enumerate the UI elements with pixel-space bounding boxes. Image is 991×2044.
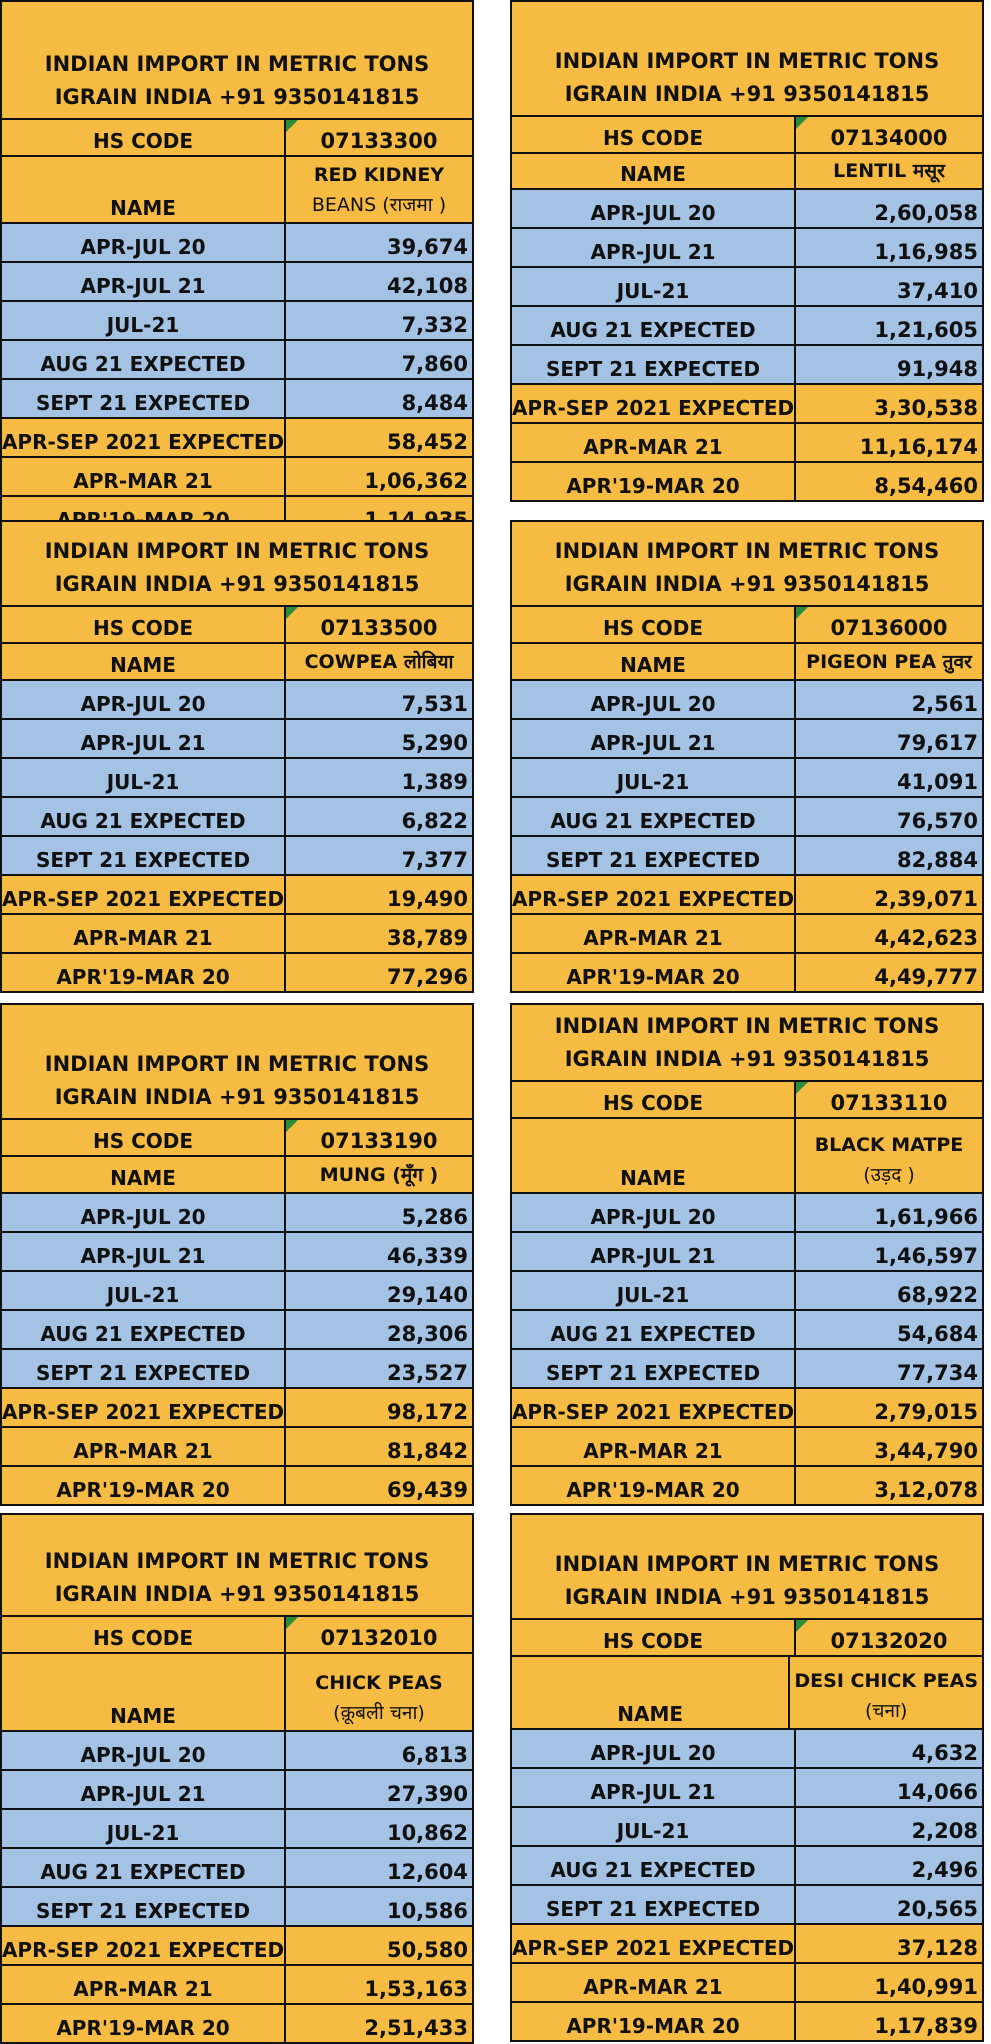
hs-code-text: 07136000 [830,616,948,640]
table-row [512,679,982,718]
title-line-1: INDIAN IMPORT IN METRIC TONS [44,52,430,76]
name-row [512,1655,982,1728]
table-row [512,1348,982,1387]
title-line-2: IGRAIN INDIA +91 9350141815 [564,1047,930,1071]
table-row [2,1808,472,1847]
title-line-2: IGRAIN INDIA +91 9350141815 [564,1585,930,1609]
period-label: SEPT 21 EXPECTED [2,380,286,417]
title-line-1: INDIAN IMPORT IN METRIC TONS [44,1052,430,1076]
title-line-1: INDIAN IMPORT IN METRIC TONS [554,1014,940,1038]
table-row [512,1923,982,1962]
name-label: NAME [512,1119,796,1192]
import-value: 37,128 [896,1936,978,1960]
import-value: 28,306 [386,1322,468,1346]
period-label: JUL-21 [2,1810,286,1847]
title-line-2: IGRAIN INDIA +91 9350141815 [54,85,420,109]
import-value: 37,410 [896,279,978,303]
period-label: APR-JUL 20 [512,681,796,718]
import-table-3 [0,520,474,993]
table-row [2,1925,472,1964]
import-value: 12,604 [386,1860,468,1884]
period-label: JUL-21 [512,268,796,305]
name-label: NAME [2,644,286,679]
import-value: 6,813 [401,1743,468,1767]
table-row [2,456,472,495]
table-title [512,1005,982,1080]
period-label: APR-JUL 21 [512,1233,796,1270]
table-row [512,1465,982,1504]
period-label: SEPT 21 EXPECTED [512,346,796,383]
title-line-2: IGRAIN INDIA +91 9350141815 [564,82,930,106]
name-value [286,644,472,679]
import-value: 3,30,538 [874,396,978,420]
period-label: APR-JUL 20 [2,681,286,718]
import-value: 7,531 [401,692,468,716]
hs-code-value [286,1120,472,1155]
import-value: 2,79,015 [874,1400,978,1424]
import-value: 68,922 [896,1283,978,1307]
period-label: APR-JUL 21 [2,1233,286,1270]
table-title [2,1515,472,1615]
period-label: AUG 21 EXPECTED [512,1311,796,1348]
table-row [512,1962,982,2001]
import-value: 76,570 [896,809,978,833]
import-table-5 [0,1003,474,1506]
import-value: 8,54,460 [874,474,978,498]
period-label: APR-JUL 21 [2,263,286,300]
period-label: AUG 21 EXPECTED [2,798,286,835]
title-line-1: INDIAN IMPORT IN METRIC TONS [554,539,940,563]
cell-comment-flag-icon [286,607,298,619]
period-label: APR-MAR 21 [2,458,286,495]
period-label: SEPT 21 EXPECTED [512,1350,796,1387]
title-line-2: IGRAIN INDIA +91 9350141815 [54,1582,420,1606]
hs-code-value [286,607,472,642]
cell-comment-flag-icon [286,120,298,132]
hs-code-value [796,1620,982,1655]
table-row [2,1231,472,1270]
table-row [2,378,472,417]
name-line-2: (उड़द ) [863,1164,915,1186]
name-label: NAME [512,644,796,679]
name-value [286,1654,472,1730]
period-label: JUL-21 [512,1808,796,1845]
period-label: APR-SEP 2021 EXPECTED [512,1925,796,1962]
import-value: 42,108 [386,274,468,298]
hs-code-value [796,117,982,152]
period-label: APR-MAR 21 [2,915,286,952]
import-value: 1,61,966 [874,1205,978,1229]
table-row [512,2001,982,2040]
hs-code-text: 07132010 [320,1626,438,1650]
table-row [2,835,472,874]
table-row [512,1231,982,1270]
table-row [2,339,472,378]
import-value: 2,208 [911,1819,978,1843]
table-row [512,383,982,422]
table-row [2,1964,472,2003]
import-value: 82,884 [896,848,978,872]
hs-code-label: HS CODE [2,607,286,642]
table-row [512,913,982,952]
hs-code-label: HS CODE [2,1120,286,1155]
table-row [2,1730,472,1769]
table-row [512,796,982,835]
import-value: 1,17,839 [874,2014,978,2038]
period-label: AUG 21 EXPECTED [2,341,286,378]
name-line-1: PIGEON PEA तुवर [806,651,972,673]
import-value: 10,862 [386,1821,468,1845]
import-table-4 [510,520,984,993]
table-title [2,1005,472,1118]
import-value: 19,490 [386,887,468,911]
hs-code-label: HS CODE [512,117,796,152]
name-row [512,1117,982,1192]
import-value: 1,389 [401,770,468,794]
import-value: 77,734 [896,1361,978,1385]
import-value: 5,290 [401,731,468,755]
import-value: 14,066 [896,1780,978,1804]
table-row [2,1465,472,1504]
import-value: 39,674 [386,235,468,259]
hs-code-row [512,115,982,152]
period-label: SEPT 21 EXPECTED [2,837,286,874]
import-value: 69,439 [386,1478,468,1502]
period-label: APR-SEP 2021 EXPECTED [512,385,796,422]
period-label: AUG 21 EXPECTED [512,798,796,835]
period-label: JUL-21 [512,759,796,796]
table-row [512,1728,982,1767]
period-label: APR-JUL 20 [512,1730,796,1767]
name-line-2: (क़ूबली चना) [333,1702,425,1724]
period-label: APR-MAR 21 [512,915,796,952]
name-value [796,1119,982,1192]
period-label: APR-SEP 2021 EXPECTED [2,1927,286,1964]
name-row [2,1652,472,1730]
table-row [2,1886,472,1925]
hs-code-row [2,1118,472,1155]
hs-code-row [512,1080,982,1117]
hs-code-text: 07132020 [830,1629,948,1653]
table-row [512,835,982,874]
import-value: 2,561 [911,692,978,716]
import-value: 20,565 [896,1897,978,1921]
import-value: 11,16,174 [859,435,978,459]
period-label: APR'19-MAR 20 [2,2005,286,2042]
import-value: 38,789 [386,926,468,950]
period-label: AUG 21 EXPECTED [2,1849,286,1886]
period-label: APR-JUL 20 [2,224,286,261]
hs-code-value [796,1082,982,1117]
table-row [512,227,982,266]
name-row [2,155,472,222]
table-row [2,1309,472,1348]
period-label: JUL-21 [2,1272,286,1309]
import-value: 8,484 [401,391,468,415]
period-label: APR'19-MAR 20 [512,1467,796,1504]
hs-code-text: 07133190 [320,1129,438,1153]
title-line-1: INDIAN IMPORT IN METRIC TONS [554,49,940,73]
cell-comment-flag-icon [286,1120,298,1132]
import-value: 1,53,163 [364,1977,468,2001]
table-row [2,261,472,300]
period-label: AUG 21 EXPECTED [2,1311,286,1348]
title-line-1: INDIAN IMPORT IN METRIC TONS [44,1549,430,1573]
import-value: 4,49,777 [874,965,978,989]
hs-code-value [796,607,982,642]
hs-code-text: 07133110 [830,1091,948,1115]
hs-code-row [2,605,472,642]
name-line-1: LENTIL मसूर [833,160,945,182]
hs-code-value [286,1617,472,1652]
import-table-2 [510,0,984,502]
period-label: APR-JUL 21 [512,229,796,266]
table-row [512,1806,982,1845]
hs-code-label: HS CODE [512,1620,796,1655]
period-label: APR-JUL 20 [2,1732,286,1769]
period-label: APR'19-MAR 20 [512,954,796,991]
import-value: 77,296 [386,965,468,989]
period-label: APR'19-MAR 20 [2,954,286,991]
import-value: 1,06,362 [364,469,468,493]
table-row [2,1387,472,1426]
name-label: NAME [512,154,796,188]
table-row [512,1845,982,1884]
hs-code-label: HS CODE [512,607,796,642]
period-label: APR-JUL 20 [512,190,796,227]
name-line-1: RED KIDNEY [313,164,445,186]
period-label: APR-JUL 21 [2,720,286,757]
cell-comment-flag-icon [796,1620,808,1632]
period-label: JUL-21 [512,1272,796,1309]
table-row [2,1847,472,1886]
table-row [2,1192,472,1231]
hs-code-label: HS CODE [2,120,286,155]
import-table-6 [510,1003,984,1506]
table-row [2,757,472,796]
cell-comment-flag-icon [796,607,808,619]
period-label: APR-SEP 2021 EXPECTED [512,1389,796,1426]
title-line-1: INDIAN IMPORT IN METRIC TONS [44,539,430,563]
table-row [2,796,472,835]
hs-code-label: HS CODE [2,1617,286,1652]
hs-code-text: 07134000 [830,126,948,150]
import-value: 2,496 [911,1858,978,1882]
table-row [512,757,982,796]
import-value: 10,586 [386,1899,468,1923]
period-label: APR-SEP 2021 EXPECTED [2,419,286,456]
table-row [2,679,472,718]
import-table-1 [0,0,474,536]
import-value: 46,339 [386,1244,468,1268]
table-row [2,1769,472,1808]
table-row [2,718,472,757]
import-value: 58,452 [386,430,468,454]
period-label: SEPT 21 EXPECTED [512,1886,796,1923]
period-label: APR-SEP 2021 EXPECTED [2,876,286,913]
table-row [512,1309,982,1348]
table-row [2,1426,472,1465]
import-value: 2,39,071 [874,887,978,911]
import-value: 27,390 [386,1782,468,1806]
name-value [796,644,982,679]
name-line-2: (चना) [865,1700,908,1722]
table-row [512,874,982,913]
table-row [2,417,472,456]
table-title [2,522,472,605]
period-label: JUL-21 [2,302,286,339]
table-row [2,1348,472,1387]
table-row [512,1270,982,1309]
name-row [2,642,472,679]
title-line-2: IGRAIN INDIA +91 9350141815 [54,1085,420,1109]
hs-code-row [2,118,472,155]
period-label: APR'19-MAR 20 [2,1467,286,1504]
table-row [512,461,982,500]
table-row [512,1884,982,1923]
import-value: 50,580 [386,1938,468,1962]
period-label: APR'19-MAR 20 [512,463,796,500]
period-label: APR-JUL 21 [512,720,796,757]
table-row [2,300,472,339]
period-label: APR-SEP 2021 EXPECTED [512,876,796,913]
period-label: SEPT 21 EXPECTED [512,837,796,874]
table-row [512,1387,982,1426]
name-line-1: BLACK MATPE [814,1134,964,1156]
import-value: 81,842 [386,1439,468,1463]
import-value: 7,332 [401,313,468,337]
name-value [796,154,982,188]
name-line-1: COWPEA लोबिया [304,651,454,673]
period-label: AUG 21 EXPECTED [512,1847,796,1884]
import-value: 1,21,605 [874,318,978,342]
name-value [790,1657,982,1728]
import-value: 41,091 [896,770,978,794]
hs-code-text: 07133300 [320,129,438,153]
title-line-2: IGRAIN INDIA +91 9350141815 [54,572,420,596]
hs-code-label: HS CODE [512,1082,796,1117]
table-title [2,2,472,118]
hs-code-row [2,1615,472,1652]
period-label: APR-JUL 21 [2,1771,286,1808]
hs-code-row [512,1618,982,1655]
import-table-7 [0,1513,474,2044]
hs-code-value [286,120,472,155]
period-label: APR-MAR 21 [512,1428,796,1465]
period-label: SEPT 21 EXPECTED [2,1350,286,1387]
import-value: 4,42,623 [874,926,978,950]
import-value: 1,16,985 [874,240,978,264]
name-line-2: BEANS (राजमा ) [311,194,447,216]
import-value: 4,632 [911,1741,978,1765]
name-label: NAME [2,1157,286,1192]
import-value: 2,51,433 [364,2016,468,2040]
table-row [512,718,982,757]
name-row [512,152,982,188]
table-row [512,1767,982,1806]
import-table-8 [510,1513,984,2042]
import-value: 23,527 [386,1361,468,1385]
table-row [2,2003,472,2042]
import-value: 91,948 [896,357,978,381]
import-value: 6,822 [401,809,468,833]
name-row [2,1155,472,1192]
period-label: AUG 21 EXPECTED [512,307,796,344]
import-value: 1,40,991 [874,1975,978,1999]
table-row [2,913,472,952]
table-row [2,222,472,261]
period-label: APR'19-MAR 20 [512,2003,796,2040]
table-row [512,188,982,227]
name-label: NAME [2,157,286,222]
hs-code-row [512,605,982,642]
title-line-2: IGRAIN INDIA +91 9350141815 [564,572,930,596]
cell-comment-flag-icon [796,1082,808,1094]
period-label: APR-JUL 20 [2,1194,286,1231]
import-value: 5,286 [401,1205,468,1229]
period-label: APR-SEP 2021 EXPECTED [2,1389,286,1426]
period-label: APR-JUL 21 [512,1769,796,1806]
period-label: APR-MAR 21 [512,424,796,461]
name-label: NAME [512,1657,790,1728]
table-title [512,2,982,115]
name-line-1: DESI CHICK PEAS [794,1670,978,1692]
import-value: 79,617 [896,731,978,755]
name-row [512,642,982,679]
hs-code-text: 07133500 [320,616,438,640]
name-value [286,1157,472,1192]
table-row [512,1192,982,1231]
import-value: 29,140 [386,1283,468,1307]
import-value: 3,12,078 [874,1478,978,1502]
table-row [512,266,982,305]
period-label: APR-MAR 21 [2,1428,286,1465]
period-label: JUL-21 [2,759,286,796]
table-title [512,522,982,605]
name-label: NAME [2,1654,286,1730]
name-line-1: MUNG (मूँग ) [319,1164,439,1186]
table-row [2,874,472,913]
table-row [512,1426,982,1465]
table-row [512,305,982,344]
import-value: 7,377 [401,848,468,872]
import-value: 98,172 [386,1400,468,1424]
cell-comment-flag-icon [286,1617,298,1629]
cell-comment-flag-icon [796,117,808,129]
import-value: 1,46,597 [874,1244,978,1268]
table-row [512,344,982,383]
import-value: 54,684 [896,1322,978,1346]
import-value: 7,860 [401,352,468,376]
period-label: APR-JUL 20 [512,1194,796,1231]
title-line-1: INDIAN IMPORT IN METRIC TONS [554,1552,940,1576]
table-row [512,422,982,461]
table-row [512,952,982,991]
import-value: 2,60,058 [874,201,978,225]
period-label: APR-MAR 21 [512,1964,796,2001]
name-value [286,157,472,222]
period-label: APR-MAR 21 [2,1966,286,2003]
table-row [2,1270,472,1309]
table-row [2,952,472,991]
period-label: SEPT 21 EXPECTED [2,1888,286,1925]
name-line-1: CHICK PEAS [315,1672,443,1694]
import-value: 3,44,790 [874,1439,978,1463]
table-title [512,1515,982,1618]
